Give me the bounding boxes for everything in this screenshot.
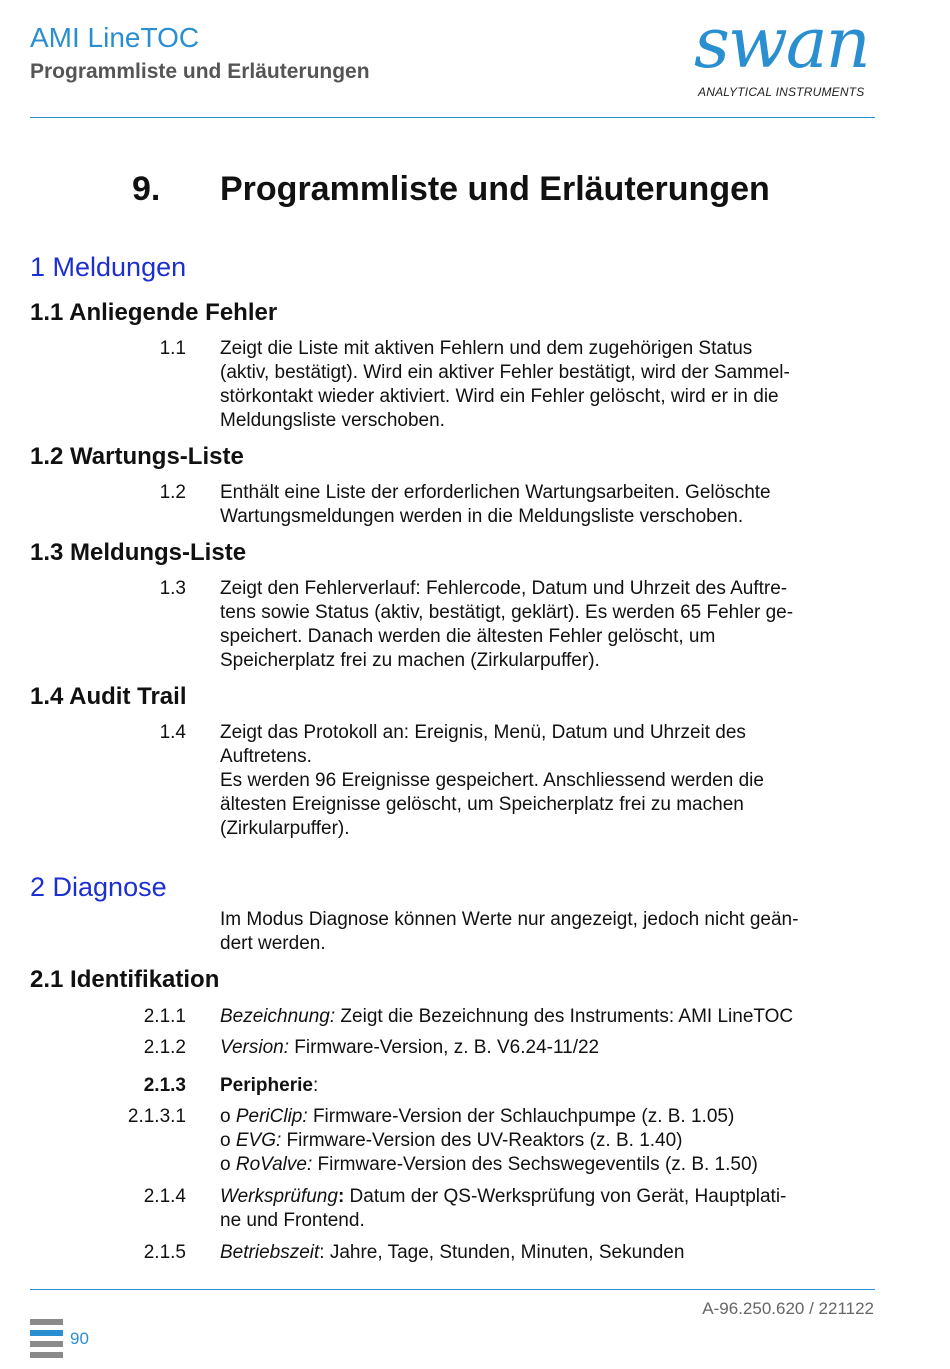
text-line: störkontakt wieder aktiviert. Wird ein Fehler gelöscht, wird er in die <box>220 386 779 407</box>
page-number: 90 <box>70 1329 89 1348</box>
item-value: Firmware-Version des UV-Reaktors (z. B. 1.40) <box>281 1130 683 1151</box>
bullet-icon: ο <box>220 1154 236 1175</box>
marker-bar <box>30 1341 63 1347</box>
subsection-heading-identifikation: 2.1 Identifikation <box>30 966 220 993</box>
text-line: ältesten Ereignisse gelöscht, um Speicherplatz frei zu machen <box>220 794 744 815</box>
item-number: 1.4 <box>159 722 186 743</box>
item-label: Peripherie <box>220 1075 313 1096</box>
text-line: Im Modus Diagnose können Werte nur angezeigt, jedoch nicht geän- <box>220 909 799 930</box>
item-number: 2.1.2 <box>143 1037 186 1058</box>
item-number: 1.1 <box>159 338 186 359</box>
footer-divider <box>30 1289 875 1290</box>
item-label: Bezeichnung: <box>220 1006 336 1027</box>
text-line: speichert. Danach werden die ältesten Fehler gelöscht, um <box>220 626 716 647</box>
bullet-line <box>220 1129 875 1153</box>
bullet-icon: ο <box>220 1130 236 1151</box>
item-text <box>220 481 875 529</box>
text-line: (aktiv, bestätigt). Wird ein aktiver Fehler bestätigt, wird der Sammel- <box>220 362 790 383</box>
logo-word: swan <box>694 2 869 84</box>
text-line: Enthält eine Liste der erforderlichen Wartungsarbeiten. Gelöschte <box>220 482 771 503</box>
header-title: AMI LineTOC <box>30 22 200 53</box>
item-value: Firmware-Version des Sechswegeventils (z. B. 1.50) <box>312 1154 758 1175</box>
text-line: Zeigt die Liste mit aktiven Fehlern und dem zugehörigen Status <box>220 338 753 359</box>
bullet-line <box>220 1105 875 1129</box>
item-text <box>220 337 875 433</box>
item-colon: : <box>337 1186 345 1207</box>
marker-bar <box>30 1330 63 1336</box>
item-label: RoValve: <box>235 1154 313 1175</box>
item-text <box>220 1005 875 1029</box>
text-line: (Zirkularpuffer). <box>220 818 350 839</box>
text-line: Zeigt den Fehlerverlauf: Fehlercode, Datum und Uhrzeit des Auftre- <box>220 578 788 599</box>
bullet-line <box>220 1153 875 1177</box>
subsection-heading-wartungs-liste: 1.2 Wartungs-Liste <box>30 443 244 470</box>
item-text <box>220 1105 875 1177</box>
item-text <box>220 1185 875 1233</box>
item-value: Firmware-Version der Schlauchpumpe (z. B. 1.05) <box>307 1106 735 1127</box>
item-number: 2.1.4 <box>143 1186 186 1207</box>
swan-logo <box>690 2 880 104</box>
text-line: dert werden. <box>220 933 326 954</box>
item-label: Version: <box>220 1037 289 1058</box>
item-value: : <box>312 1075 319 1096</box>
subsection-heading-anliegende-fehler: 1.1 Anliegende Fehler <box>30 299 278 326</box>
chapter-title: Programmliste und Erläuterungen <box>220 170 770 208</box>
item-text <box>220 721 875 841</box>
item-value: Firmware-Version, z. B. V6.24-11/22 <box>289 1037 600 1058</box>
item-text <box>220 1036 875 1060</box>
item-value: Datum der QS-Werksprüfung von Gerät, Hauptplati- <box>344 1186 787 1207</box>
text-line <box>220 1185 875 1209</box>
header-divider <box>30 117 875 118</box>
subsection-heading-meldungs-liste: 1.3 Meldungs-Liste <box>30 539 247 566</box>
text-line: Es werden 96 Ereignisse gespeichert. Anschliessend werden die <box>220 770 764 791</box>
header-subtitle: Programmliste und Erläuterungen <box>30 60 370 83</box>
subsection-heading-audit-trail: 1.4 Audit Trail <box>30 683 187 710</box>
marker-bar <box>30 1352 63 1358</box>
item-number: 2.1.3 <box>143 1075 186 1096</box>
section-heading-diagnose: 2 Diagnose <box>30 872 167 902</box>
logo-tagline: ANALYTICAL INSTRUMENTS <box>698 85 865 99</box>
item-number: 1.2 <box>159 482 186 503</box>
item-number: 2.1.5 <box>143 1242 186 1263</box>
document-code: A-96.250.620 / 221122 <box>702 1299 874 1318</box>
text-line: tens sowie Status (aktiv, bestätigt, geklärt). Es werden 65 Fehler ge- <box>220 602 794 623</box>
text-line: Zeigt das Protokoll an: Ereignis, Menü, Datum und Uhrzeit des <box>220 722 746 743</box>
item-text <box>220 577 875 673</box>
text-line: Meldungsliste verschoben. <box>220 410 445 431</box>
item-label: PeriClip: <box>235 1106 308 1127</box>
page-marker-icon <box>30 1319 63 1363</box>
text-line: Wartungsmeldungen werden in die Meldungsliste verschoben. <box>220 506 744 527</box>
item-number: 2.1.1 <box>143 1006 186 1027</box>
item-number: 2.1.3.1 <box>127 1106 186 1127</box>
item-label: Werksprüfung <box>220 1186 338 1207</box>
item-label: Betriebszeit <box>220 1242 320 1263</box>
marker-bar <box>30 1319 63 1325</box>
diagnose-intro <box>220 908 875 956</box>
item-label: EVG: <box>235 1130 282 1151</box>
item-text <box>220 1074 875 1098</box>
text-line: ne und Frontend. <box>220 1210 365 1231</box>
text-line: Speicherplatz frei zu machen (Zirkularpuffer). <box>220 650 600 671</box>
chapter-number: 9. <box>132 170 161 208</box>
text-line: Auftretens. <box>220 746 312 767</box>
item-text <box>220 1241 875 1265</box>
item-value: : Jahre, Tage, Stunden, Minuten, Sekunden <box>319 1242 685 1263</box>
item-number: 1.3 <box>159 578 186 599</box>
section-heading-meldungen: 1 Meldungen <box>30 252 187 282</box>
bullet-icon: ο <box>220 1106 236 1127</box>
item-value: Zeigt die Bezeichnung des Instruments: AMI LineTOC <box>335 1006 794 1027</box>
